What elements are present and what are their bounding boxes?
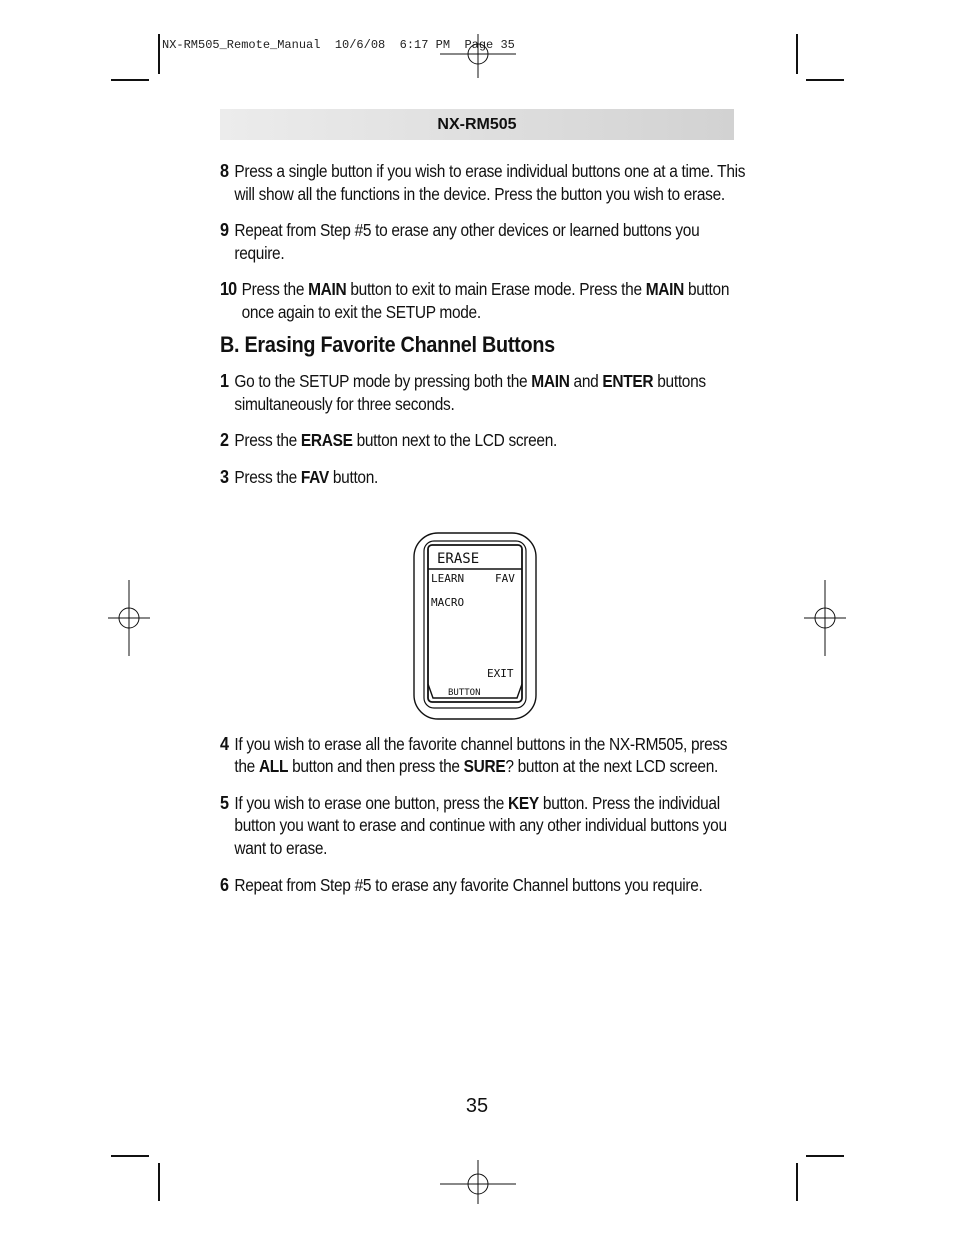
step-item bbox=[220, 219, 747, 264]
step-number: 3 bbox=[220, 466, 229, 487]
step-text: Press a single button if you wish to erase individual buttons one at a time. This will show all the functions in the device. Press the button you wish to erase. bbox=[234, 161, 746, 204]
step-text: Press the ERASE button next to the LCD screen. bbox=[234, 430, 557, 451]
step-item bbox=[220, 370, 747, 415]
lcd-button-label: BUTTON bbox=[448, 688, 481, 698]
lcd-title: ERASE bbox=[437, 551, 480, 567]
step-number: 8 bbox=[220, 161, 229, 181]
print-slug: NX-RM505_Remote_Manual 10/6/08 6:17 PM Page 35 bbox=[162, 38, 515, 52]
step-text: Press the FAV button. bbox=[234, 466, 378, 487]
step-item bbox=[220, 278, 755, 323]
steps-list-b bbox=[220, 370, 706, 488]
lcd-macro: MACRO bbox=[431, 596, 465, 609]
step-item bbox=[220, 874, 747, 897]
step-item bbox=[220, 160, 747, 205]
lcd-fav: FAV bbox=[495, 572, 515, 585]
step-text: Go to the SETUP mode by pressing both the MAIN and ENTER buttons simultaneously for three seconds. bbox=[234, 371, 706, 414]
step-text: If you wish to erase all the favorite channel buttons in the NX-RM505, press the ALL button and then press the SURE? button at the next LCD screen. bbox=[234, 733, 728, 777]
header-title: NX-RM505 bbox=[437, 116, 517, 133]
step-number: 2 bbox=[220, 430, 229, 451]
steps-list-a bbox=[220, 160, 746, 324]
step-number: 6 bbox=[220, 874, 229, 895]
page-number: 35 bbox=[465, 1095, 489, 1117]
lcd-exit: EXIT bbox=[487, 667, 514, 680]
step-number: 1 bbox=[220, 371, 229, 392]
registration-mark-left bbox=[108, 580, 150, 656]
registration-mark-bottom bbox=[438, 1160, 518, 1204]
step-number: 4 bbox=[220, 733, 229, 754]
section-heading: B. Erasing Favorite Channel Buttons bbox=[220, 331, 555, 357]
step-item bbox=[220, 792, 747, 860]
registration-mark-right bbox=[804, 580, 846, 656]
lcd-illustration bbox=[413, 532, 537, 720]
registration-mark-top bbox=[438, 32, 518, 80]
step-item bbox=[220, 733, 747, 778]
step-number: 9 bbox=[220, 220, 229, 241]
step-number: 10 bbox=[220, 279, 237, 300]
step-text: Repeat from Step #5 to erase any favorite Channel buttons you require. bbox=[234, 874, 703, 895]
step-number: 5 bbox=[220, 792, 229, 813]
step-text: If you wish to erase one button, press the KEY button. Press the individual button you want to erase and continue with any other individual buttons you want to erase. bbox=[234, 792, 727, 858]
step-item bbox=[220, 429, 747, 452]
steps-list-c bbox=[220, 733, 728, 897]
step-text: Press the MAIN button to exit to main Erase mode. Press the MAIN button once again to exit the SETUP mode. bbox=[241, 279, 730, 322]
step-item bbox=[220, 466, 747, 489]
step-text: Repeat from Step #5 to erase any other devices or learned buttons you require. bbox=[234, 220, 700, 263]
lcd-learn: LEARN bbox=[431, 572, 465, 585]
